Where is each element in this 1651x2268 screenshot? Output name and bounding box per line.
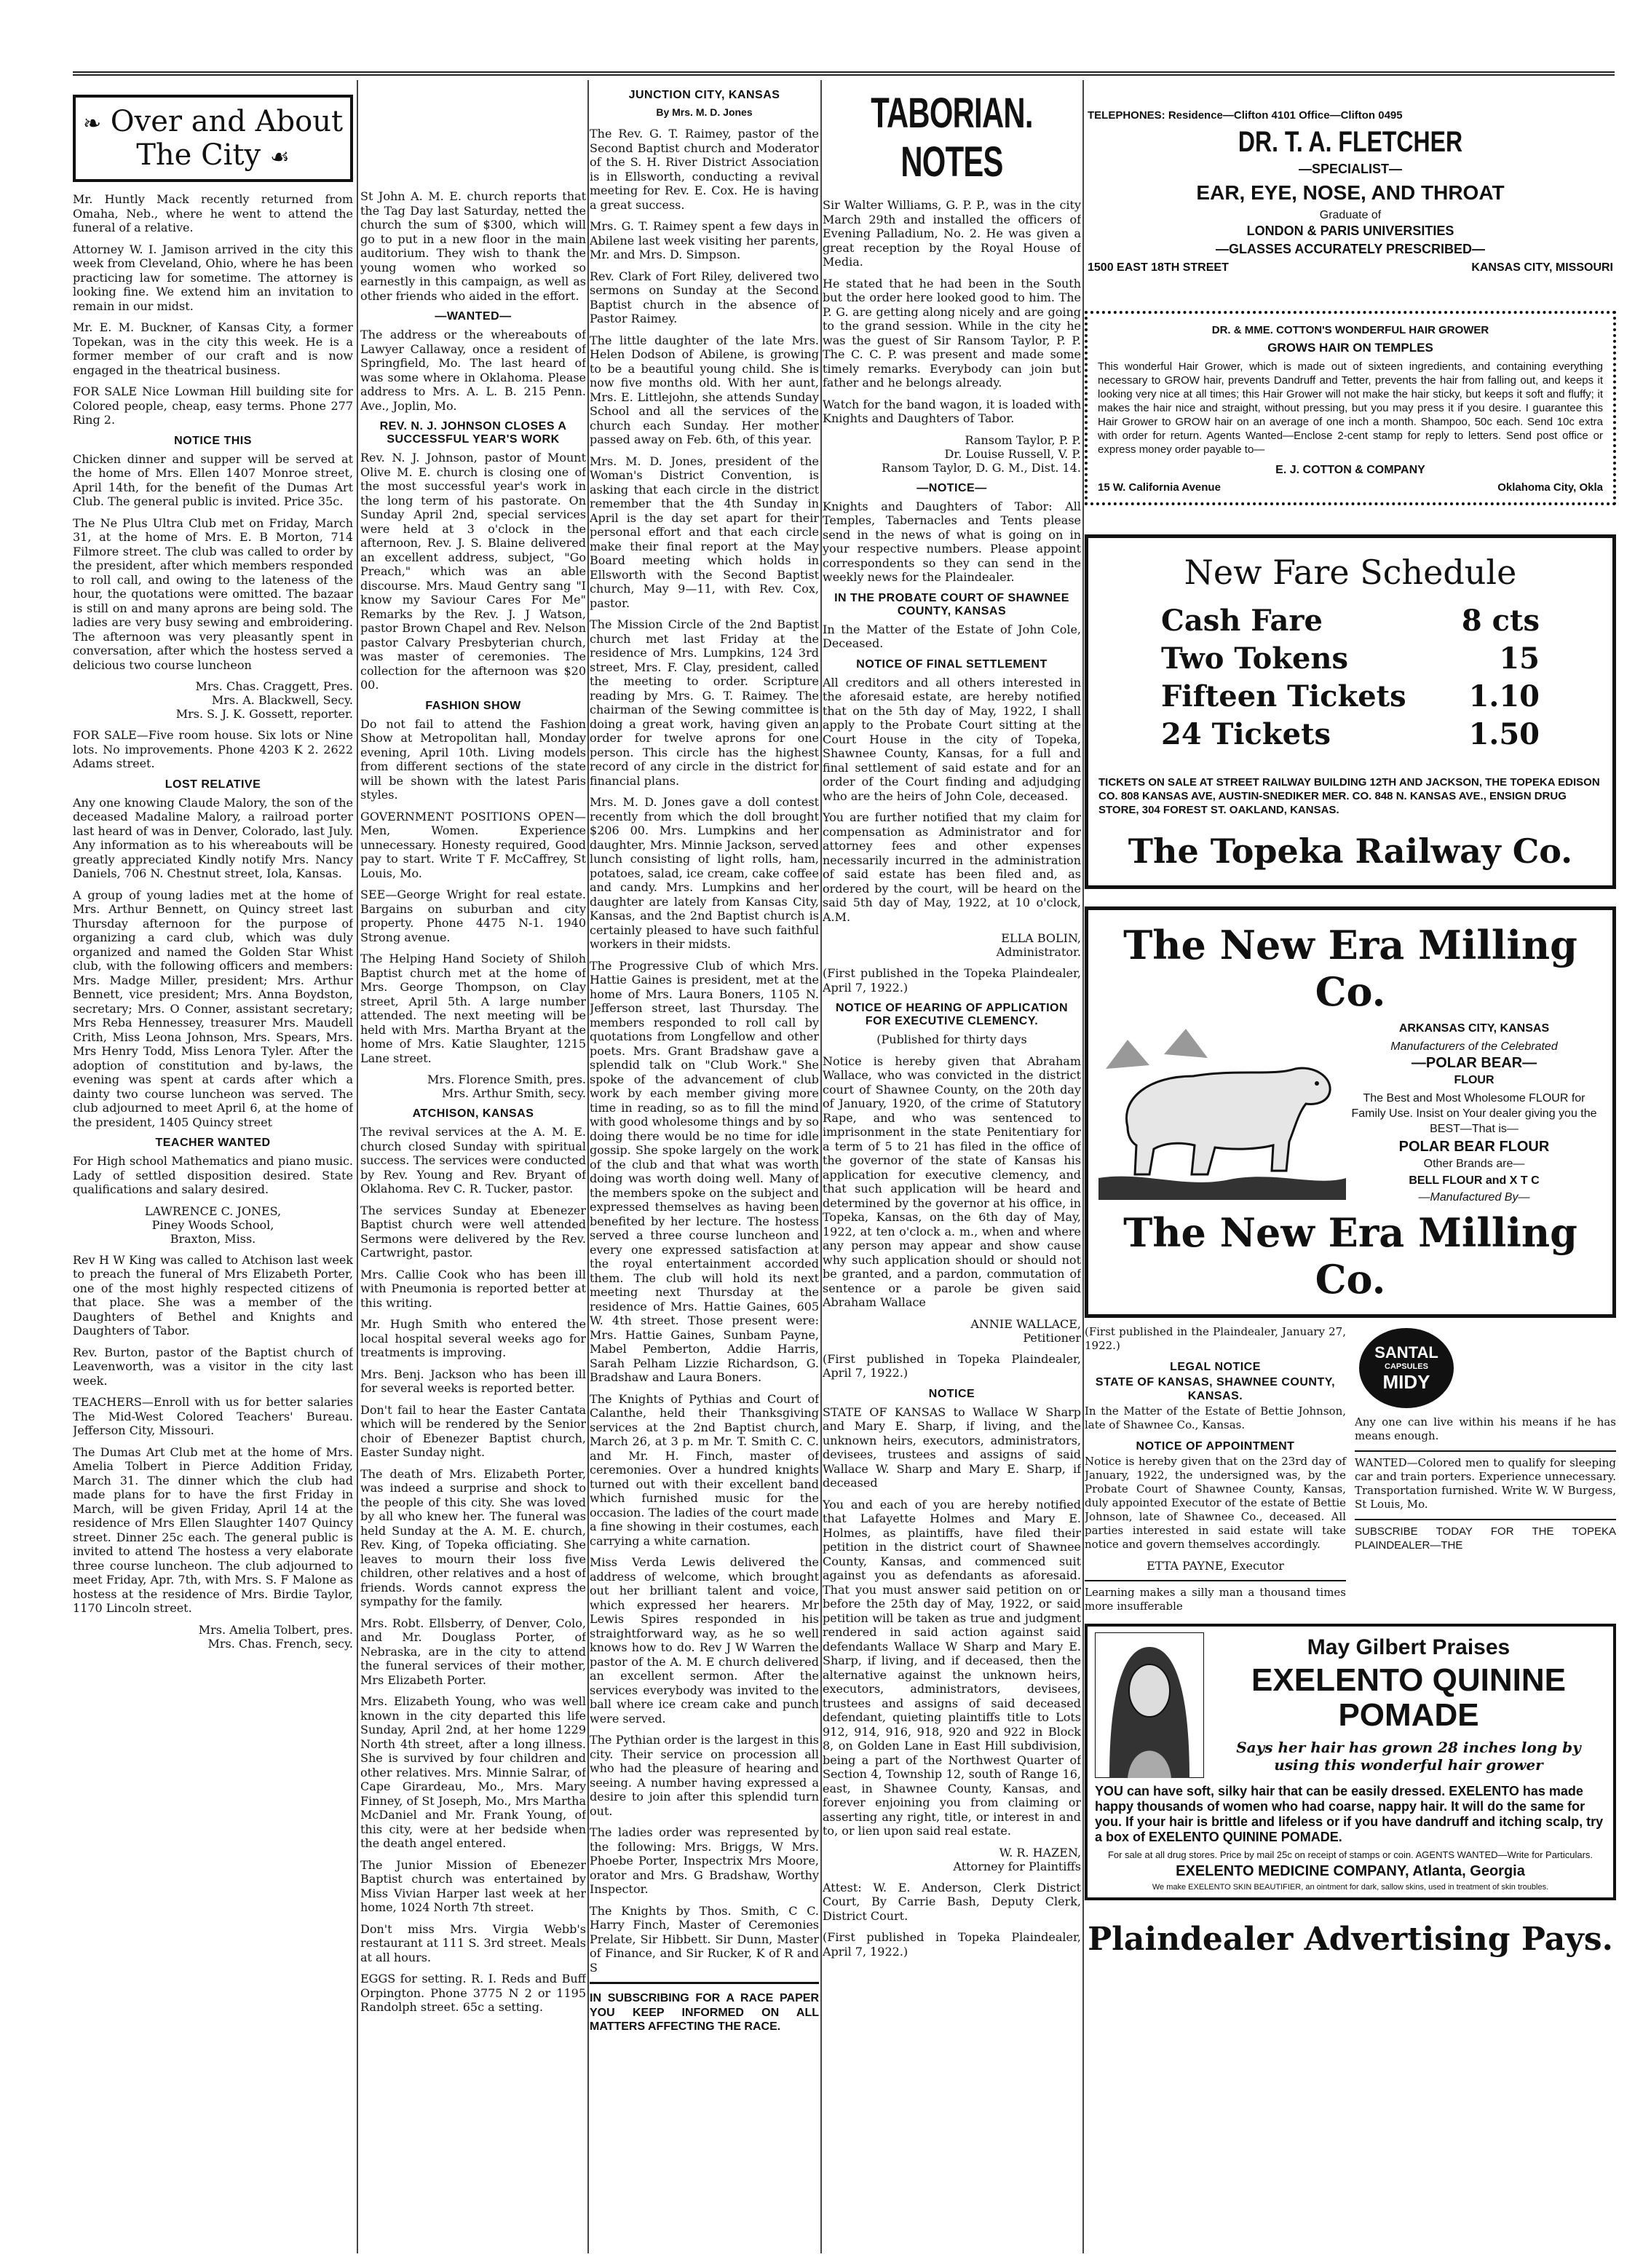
top-rule bbox=[73, 71, 1615, 76]
section-masthead: TABORIAN. NOTES bbox=[871, 90, 1033, 186]
section-heading: LEGAL NOTICE bbox=[1170, 1361, 1261, 1373]
fare-price: 15 bbox=[1499, 641, 1540, 676]
column-divider bbox=[357, 80, 358, 2253]
signature: ELLA BOLIN, Administrator. bbox=[996, 931, 1081, 959]
polar-bear-icon bbox=[1098, 1025, 1346, 1200]
signature: W. R. HAZEN, Attorney for Plaintiffs bbox=[953, 1845, 1081, 1873]
ad-city: KANSAS CITY, MISSOURI bbox=[1471, 261, 1613, 274]
article-paragraph: Attorney W. I. Jamison arrived in the city this week from Cleveland, Ohio, where he has been practicing law for sometime. The attorney is looking fine. We extend him an invitation to remain in our midst. bbox=[73, 242, 353, 313]
ad-line: —GLASSES ACCURATELY PRESCRIBED— bbox=[1215, 242, 1486, 256]
article-paragraph: Don't fail to hear the Easter Cantata which will be rendered by the Senior choir of Ebenezer Baptist church, Easter Sunday night. bbox=[360, 1402, 586, 1459]
ad-company: EXELENTO MEDICINE COMPANY, Atlanta, Georgia bbox=[1176, 1863, 1525, 1879]
section-heading: TEACHER WANTED bbox=[155, 1137, 271, 1149]
section-heading: NOTICE bbox=[928, 1387, 975, 1400]
publication-note: (First published in the Topeka Plaindealer, April 7, 1922.) bbox=[823, 966, 1081, 995]
fare-label: Fifteen Tickets bbox=[1161, 679, 1406, 714]
article-paragraph: The Dumas Art Club met at the home of Mrs. Amelia Tolbert in Pierce Addition Friday, March 31. The dinner which the club had made plans for to have the first Friday in March, will be given Friday, April 14 at the residence of Mrs Ellen Slaughter 1407 Quincy street. Dinner 25c each. The general public is invited to attend The hostess a very elaborate three course luncheon. The club adjourned to meet Friday, Apr. 7th, with Mrs. S. F Malone as hostess at the residence of Mrs. Birdie Taylor, 1170 Lincoln street. bbox=[73, 1445, 353, 1615]
ornament-icon: ☙ bbox=[269, 144, 290, 170]
column-ads bbox=[1085, 80, 1616, 2253]
fare-price: 8 cts bbox=[1461, 604, 1540, 638]
article-paragraph: The Ne Plus Ultra Club met on Friday, March 31, at the home of Mrs. E. B Morton, 714 Filmore street. The club was called to order by the president, after which members responded to roll call, and owing to the lateness of the hour, the quotations were omitted. The bazaar is still on and many aprons are being sold. The ladies are very busy sewing and embroidering. The afternoon was very pleasantly spent in conversation, after which the hostess served a delicious two course luncheon bbox=[73, 515, 353, 672]
article-paragraph: The Pythian order is the largest in this city. Their service on procession all who had the pleasure of hearing and seeing. A number having expressed a desire to join after this splendid turn out. bbox=[590, 1733, 819, 1818]
ad-company: The Topeka Railway Co. bbox=[1128, 831, 1573, 871]
legal-paragraph: You and each of you are hereby notified that Lafayette Holmes and Mary E. Holmes, as plaintiffs, have filed their petition in the district court of Shawnee County, Kansas, and commenced suit against you as defendants as aforesaid. That you must answer said petition on or before the 25th day of May, 1922, or said petition will be taken as true and judgment rendered in said action against said defendants Wallace W Sharp and Mary E. Sharp, if living, and if deceased, then the alternative against the unknown heirs, executors, administrators, devisees, trustees and assigns of said deceased defendant, quieting plaintiffs title to Lots 912, 914, 916, 918, 920 and 922 in Block 8, on Golden Lane in East Hill subdivision, being a part of the Northwest Quarter of Section 4, Township 12, south of Range 16, east, in Shawnee County, Kansas, and forever enjoining you from claiming or asserting any right, title, or interest in and to, or lien upon said real estate. bbox=[823, 1497, 1081, 1838]
article-paragraph: Miss Verda Lewis delivered the address of welcome, which brought out her brilliant talent and voice, which expressed her hearers. Mr Lewis Spires responded in his straightforward way, as he so well knows how to do. Rev J W Warren the pastor of the A. M. E church delivered an excellent sermon. After the services everybody was invited to the ball where ice cream cake and punch were served. bbox=[590, 1555, 819, 1726]
section-heading: IN THE PROBATE COURT OF SHAWNEE COUNTY, KANSAS bbox=[834, 591, 1069, 617]
ad-street: 1500 EAST 18TH STREET bbox=[1088, 261, 1229, 274]
column-divider bbox=[1082, 80, 1084, 2253]
ad-line: ARKANSAS CITY, KANSAS bbox=[1398, 1022, 1550, 1035]
fare-label: 24 Tickets bbox=[1161, 717, 1331, 751]
article-paragraph: The Progressive Club of which Mrs. Hattie Gaines is president, met at the home of Mrs. Laura Boners, 1105 N. Jefferson street, last Thursday. The members responded to roll call by quotations from Longfellow and other poets. Mrs. Grant Bradshaw gave a splendid talk on "Club Work." She spoke of the advancement of club work by each member giving more time in reading, so as to fill the mind with good wholesome things and by so doing there would be no time for idle gossip. She spoke largely on the work of the club and that what was worth doing was worth doing well. Many of the members spoke on the subject and expressed themselves as having been benefited by her lecture. The hostess served a three course luncheon and every one expressed satisfaction at the royal entertainment accorded them. The club will hold its next meeting next Thursday at the residence of Mrs. Hattie Gaines, 605 W. 4th street. Those present were: Mrs. Hattie Gaines, Sunbam Payne, Mabel Pemberton, Addie Harris, Sarah Pelham Lizzie Richardson, G. Bradshaw and Laura Boners. bbox=[590, 958, 819, 1384]
article-paragraph: Do not fail to attend the Fashion Show at Metropolitan hall, Monday evening, April 10th. Living models from different sections of the state will be shown with the latest Paris styles. bbox=[360, 716, 586, 802]
signature: Mrs. Florence Smith, pres. Mrs. Arthur Smith, secy. bbox=[427, 1072, 586, 1100]
article-paragraph: A group of young ladies met at the home of Mrs. Arthur Bennett, on Quincy street last Thursday afternoon for the purpose of organizing a card club, which was duly organized and named the Golden Star Whist club, with the following officers and members: Mrs. Madge Miller, president; Mrs. Arthur Bennett, vice president; Mrs. Anna Boydston, secretary; Mrs. O Conner, assistant secretary; Mrs Reba Hennessey, treasurer Mrs. Maudell Crith, Miss Leona Johnson, Mrs. Spears, Mrs. Mrs Henry Todd, Miss Lenora Tyler. After the adoption of constitution and by-laws, the evening was spent at cards after which a dainty two course luncheon was served. The club adjourned to meet April 6, at the home of the president, 1405 Quincy street bbox=[73, 888, 353, 1129]
legal-paragraph: In the Matter of the Estate of Bettie Johnson, late of Shawnee Co., Kansas. bbox=[1085, 1404, 1346, 1431]
article-paragraph: The Helping Hand Society of Shiloh Baptist church met at the home of Mrs. George Thompson, on Clay street, April 5th. A large number attended. The next meeting will be held with Mrs. Martha Bryant at the home of Mrs. Katie Slaughter, 1215 Lane street. bbox=[360, 952, 586, 1065]
signature: Ransom Taylor, P. P. Dr. Louise Russell, V. P. Ransom Taylor, D. G. M., Dist. 14. bbox=[882, 432, 1081, 475]
section-heading: —NOTICE— bbox=[916, 481, 987, 494]
classified-ad: FOR SALE Nice Lowman Hill building site for Colored people, cheap, easy terms. Phone 277 Ring 2. bbox=[73, 384, 353, 427]
signature: ETTA PAYNE, Executor bbox=[1147, 1559, 1284, 1573]
article-paragraph: Rev H W King was called to Atchison last week to preach the funeral of Mrs Elizabeth Porter, one of the most highly respected citizens of that place. She was a member of the Daughters of Bethel and Knights and Daughters of Tabor. bbox=[73, 1252, 353, 1338]
article-paragraph: Don't miss Mrs. Virgia Webb's restaurant at 111 S. 3rd street. Meals at all hours. bbox=[360, 1921, 586, 1964]
article-paragraph: Any one knowing Claude Malory, the son of the deceased Madaline Malory, a railroad porter last heard of was in Denver, Colorado, last July. Any information as to his whereabouts will be greatly appreciated Kindly notify Mrs. Nancy Daniels, 706 N. Chestnut street, Iola, Kansas. bbox=[73, 795, 353, 880]
legal-paragraph: STATE OF KANSAS to Wallace W Sharp and Mary E. Sharp, if living, and the unknown heirs, executors, administrators, devisees, trustees and assigns of said Wallace W. Sharp and Mary E. Sharp, if deceased bbox=[823, 1404, 1081, 1490]
santal-brand: SANTAL bbox=[1374, 1343, 1438, 1362]
ad-title: The New Era Milling Co. bbox=[1123, 922, 1577, 1015]
santal-column bbox=[1355, 1325, 1616, 1621]
ad-line: POLAR BEAR FLOUR bbox=[1398, 1139, 1550, 1155]
ad-title: DR. & MME. COTTON'S WONDERFUL HAIR GROWER bbox=[1211, 324, 1489, 336]
signature: Mrs. Amelia Tolbert, pres. Mrs. Chas. French, secy. bbox=[198, 1622, 353, 1651]
article-paragraph: The address or the whereabouts of Lawyer Callaway, once a resident of Springfield, Mo. The last heard of was some where in Oklahoma. Please address to Mrs. A. L. B. 215 Penn. Ave., Joplin, Mo. bbox=[360, 328, 586, 413]
legal-paragraph: Attest: W. E. Anderson, Clerk District Court, By Carrie Bash, Deputy Clerk, District Court. bbox=[823, 1880, 1081, 1923]
section-masthead bbox=[73, 95, 353, 182]
column-4 bbox=[823, 80, 1081, 2253]
section-heading: NOTICE OF APPOINTMENT bbox=[1136, 1440, 1295, 1453]
ad-line: We make EXELENTO SKIN BEAUTIFIER, an ointment for dark, sallow skins, used in treatment of skin troubles. bbox=[1152, 1883, 1549, 1892]
section-heading: —WANTED— bbox=[435, 310, 512, 323]
fletcher-ad bbox=[1085, 80, 1616, 282]
legal-paragraph: All creditors and all others interested in the aforesaid estate, are hereby notified that on the 5th day of May, 1922, I shall apply to the Probate Court sitting at the Court House in the city of Topeka, Shawnee County, Kansas, for a full and final settlement of said estate and for an order of the Court finding and adjudging who are the heirs of John Cole, deceased. bbox=[823, 675, 1081, 803]
article-paragraph: Mrs. M. D. Jones, president of the Woman's District Convention, is asking that each circle in the district remember that the 4th Sunday in April is the day set apart for their personal effort and that each circle make their final report at the May Board meeting which holds in Ellsworth with the Second Baptist church, May 9—11, with Rev. Cox, pastor. bbox=[590, 454, 819, 610]
article-paragraph: Mrs. Elizabeth Young, who was well known in the city departed this life Sunday, April 2nd, at her home 1229 North 4th street, after a long illness. She is survived by four children and other relatives. Mrs. Minnie Salrar, of Cape Girardeau, Mo., Mrs. Mary Finney, of St Joseph, Mo., Mrs Martha McDaniel and Mr. Frank Young, of this city, were at her bedside when the death angel entered. bbox=[360, 1694, 586, 1850]
ad-body: This wonderful Hair Grower, which is made out of sixteen ingredients, and containing everything necessary to GROW hair, prevents Dandruff and Tetter, prevents the hair from falling out, and keeps it looking very nice at all times; this Hair Grower will not make the hair sticky, but keeps it soft and fluffy; it makes the hair nice and straight, without pressing, but you may press it if you desire. I guarantee this Hair Grower to GROW hair on an average of one inch a month. Shampoo, 50c each. Send 10c extra with order for return. Agents Wanted—Enclose 2-cent stamp for reply to letters. Send post office or express money order payable to— bbox=[1098, 360, 1603, 456]
article-paragraph: Watch for the band wagon, it is loaded with Knights and Daughters of Tabor. bbox=[823, 397, 1081, 425]
ad-body: The Best and Most Wholesome FLOUR for Family Use. Insist on Your dealer giving you the BEST—That is— bbox=[1351, 1092, 1597, 1135]
ad-title: May Gilbert Praises bbox=[1307, 1635, 1511, 1659]
article-paragraph: He stated that he had been in the South but the order here looked good to him. The P. G. are getting along nicely and are going to the grand session. While in the city he was the guest of Sir Ransom Taylor, P. P. The C. C. P. was present and made some timely remarks. Everybody can join but father and he belongs already. bbox=[823, 276, 1081, 390]
fare-row bbox=[1161, 640, 1540, 678]
ad-line: For sale at all drug stores. Price by mail 25c on receipt of stamps or coin. AGENTS WANTED—Write for Particulars. bbox=[1107, 1849, 1593, 1860]
article-paragraph: The revival services at the A. M. E. church closed Sunday with spiritual success. The services were conducted by Rev. Young and Rev. Bryant of Oklahoma. Rev C. R. Tucker, pastor. bbox=[360, 1125, 586, 1196]
article-paragraph: Mrs. Callie Cook who has been ill with Pneumonia is reported better at this writing. bbox=[360, 1267, 586, 1310]
ad-body: YOU can have soft, silky hair that can be easily dressed. EXELENTO has made happy thousands of women who had coarse, nappy hair. It will do the same for you. If your hair is brittle and lifeless or if you have dandruff and itching scalp, try a box of EXELENTO QUININE POMADE. bbox=[1095, 1784, 1604, 1844]
column-divider bbox=[820, 80, 822, 2253]
article-paragraph: The ladies order was represented by the following: Mrs. Briggs, W Mrs. Phoebe Porter, Inspectrix Mrs Moore, orator and Mrs. G Bradshaw, Worthy Inspector. bbox=[590, 1825, 819, 1896]
ad-line: —Manufactured By— bbox=[1418, 1191, 1530, 1204]
article-paragraph: The Knights by Thos. Smith, C C. Harry Finch, Master of Ceremonies Prelate, Sir Hibbett. Sir Dunn, Master of Finance, and Sir Rucker, K of R and S bbox=[590, 1903, 819, 1975]
fare-row bbox=[1161, 678, 1540, 716]
section-heading: NOTICE OF FINAL SETTLEMENT bbox=[856, 657, 1048, 671]
section-heading: FASHION SHOW bbox=[425, 699, 521, 712]
article-paragraph: The little daughter of the late Mrs. Helen Dodson of Abilene, is growing to be a beautiful young child. She is now five months old. With her aunt, Mrs. E. Littlejohn, she attends Sunday School and all the services of the church each Sunday. Her mother passed away on Feb. 6th, of this year. bbox=[590, 333, 819, 446]
subscribe-notice: IN SUBSCRIBING FOR A RACE PAPER YOU KEEP INFORMED ON ALL MATTERS AFFECTING THE RACE. bbox=[590, 1982, 819, 2034]
signature: ANNIE WALLACE, Petitioner bbox=[970, 1316, 1081, 1345]
classified-ad: FOR SALE—Five room house. Six lots or Nine lots. No improvements. Phone 4203 K 2. 2622 Adams street. bbox=[73, 728, 353, 770]
article-paragraph: The Mission Circle of the 2nd Baptist church met last Friday at the residence of Mrs. Lumpkins, 124 3rd street, Mrs. F. Clay, president, called the meeting to order. Scripture reading by Mrs. G. T. Raimey. The chairman of the Sewing committee is doing a great work, having given an order for twelve aprons for one person. This circle has the highest record of any circle in the district for financial plans. bbox=[590, 617, 819, 788]
ad-line: Other Brands are— bbox=[1423, 1158, 1525, 1170]
fare-price: 1.50 bbox=[1468, 717, 1540, 751]
ad-product-name: POMADE bbox=[1338, 1697, 1479, 1733]
column-2 bbox=[360, 80, 586, 2253]
signature: LAWRENCE C. JONES, Piney Woods School, Braxton, Miss. bbox=[144, 1204, 282, 1246]
article-paragraph: Rev. N. J. Johnson, pastor of Mount Olive M. E. church is closing one of the most successful year's work in the long term of his pastorate. On Sunday April 2nd, special services were held at 3 o'clock in the afternoon, Rev. J. S. Blaine delivered an excellent address, subject, "Go Preach," which was an able discourse. Mrs. Maud Gentry sang "I know my Saviour Cares For Me" Remarks by the Rev. J. J Watson, pastor Brown Chapel and Rev. Nelson pastor Calvary Presbyterian church, was master of ceremonies. The collection for the afternoon was $20 00. bbox=[360, 451, 586, 692]
ad-line: BELL FLOUR and X T C bbox=[1409, 1174, 1540, 1187]
article-paragraph: Rev. Burton, pastor of the Baptist church of Leavenworth, was a visitor in the city last week. bbox=[73, 1345, 353, 1388]
santal-caps: CAPSULES bbox=[1385, 1362, 1428, 1371]
article-paragraph: The death of Mrs. Elizabeth Porter, was indeed a surprise and shock to the people of this city. She was loved by all who knew her. The funeral was held Sunday at the A. M. E. church, Rev. King, of Topeka officiating. She leaves to mourn their loss five children, other relatives and a host of friends. Words cannot express the sympathy for the family. bbox=[360, 1466, 586, 1608]
article-paragraph: Knights and Daughters of Tabor: All Temples, Tabernacles and Tents please send in the news of what is going on in your respective numbers. Please appoint correspondents so they can send in the weekly news for the Plaindealer. bbox=[823, 499, 1081, 584]
fare-label: Two Tokens bbox=[1161, 641, 1349, 676]
fare-label: Cash Fare bbox=[1161, 604, 1323, 638]
portrait-icon bbox=[1095, 1632, 1204, 1778]
column-3 bbox=[590, 80, 819, 2253]
article-paragraph: Chicken dinner and supper will be served at the home of Mrs. Ellen 1407 Monroe street, April 14th, for the benefit of the Dumas Art Club. The general public is invited. Price 35c. bbox=[73, 451, 353, 508]
section-heading: NOTICE THIS bbox=[174, 434, 252, 447]
publication-note: (Published for thirty days bbox=[876, 1032, 1027, 1046]
subscribe-notice: SUBSCRIBE TODAY FOR THE TOPEKA PLAINDEALER—THE bbox=[1355, 1519, 1616, 1552]
ad-line: —SPECIALIST— bbox=[1298, 162, 1402, 176]
ad-line: Manufacturers of the Celebrated bbox=[1390, 1040, 1558, 1053]
column-1 bbox=[73, 80, 353, 2253]
signature: Mrs. Chas. Craggett, Pres. Mrs. A. Blackwell, Secy. Mrs. S. J. K. Gossett, reporter. bbox=[175, 679, 353, 721]
milling-ad bbox=[1085, 906, 1616, 1318]
ad-subtitle: GROWS HAIR ON TEMPLES bbox=[1267, 341, 1433, 355]
plaindealer-slogan: Plaindealer Advertising Pays. bbox=[1088, 1921, 1613, 1958]
ad-city: Oklahoma City, Okla bbox=[1497, 481, 1603, 494]
ad-line: LONDON & PARIS UNIVERSITIES bbox=[1246, 224, 1454, 238]
publication-note: (First published in Topeka Plaindealer, April 7, 1922.) bbox=[823, 1351, 1081, 1380]
classified-ad: WANTED—Colored men to qualify for sleeping car and train porters. Experience unnecessary. Transportation furnished. Write W. W Burgess, St Louis, Mo. bbox=[1355, 1450, 1616, 1512]
article-paragraph: For High school Mathematics and piano music. Lady of settled disposition desired. State qualifications and salary desired. bbox=[73, 1154, 353, 1196]
article-paragraph: In the Matter of the Estate of John Cole, Deceased. bbox=[823, 622, 1081, 650]
article-paragraph: Mrs. Robt. Ellsberry, of Denver, Colo, and Mr. Douglass Porter, of Nebraska, are in the city to attend the funeral services of their mother, Mrs Elizabeth Porter. bbox=[360, 1616, 586, 1687]
article-paragraph: Sir Walter Williams, G. P. P., was in the city March 29th and installed the officers of Evening Palladium, No. 2. He was given a great reception by the Royal House of Media. bbox=[823, 198, 1081, 269]
section-heading: ATCHISON, KANSAS bbox=[412, 1107, 534, 1120]
ornament-icon: ❧ bbox=[82, 111, 102, 137]
article-paragraph: The Junior Mission of Ebenezer Baptist church was entertained by Miss Vivian Harper last week at her home, 1024 North 7th street. bbox=[360, 1857, 586, 1914]
section-heading: LOST RELATIVE bbox=[165, 778, 261, 791]
classified-ad: EGGS for setting. R. I. Reds and Buff Orpington. Phone 3775 N 2 or 1195 Randolph street. 65c a setting. bbox=[360, 1972, 586, 2014]
classified-ad: SEE—George Wright for real estate. Bargains on suburban and city property. Phone 4475 N-1. 1940 Strong avenue. bbox=[360, 888, 586, 944]
ad-line: Graduate of bbox=[1319, 209, 1382, 221]
article-paragraph: St John A. M. E. church reports that the Tag Day last Saturday, netted the church the sum of $300, which will go to put in a new floor in the main auditorium. They wish to thank the young women who worked so earnestly in this campaign, as well as other friends who aided in the effort. bbox=[360, 189, 586, 303]
ad-quote: Says her hair has grown 28 inches long by using this wonderful hair grower bbox=[1236, 1739, 1581, 1774]
publication-note: (First published in Topeka Plaindealer, April 7, 1922.) bbox=[823, 1930, 1081, 1959]
fare-price: 1.10 bbox=[1468, 679, 1540, 714]
ad-product-name: EXELENTO QUININE bbox=[1251, 1662, 1566, 1698]
fare-row bbox=[1161, 716, 1540, 754]
ad-line: FLOUR bbox=[1454, 1074, 1494, 1086]
cotton-hair-ad bbox=[1085, 311, 1616, 505]
legal-notice bbox=[1085, 1325, 1346, 1621]
legal-paragraph: Notice is hereby given that Abraham Wallace, who was convicted in the district court of Shawnee County, on the 20th day of January, 1920, of the crime of Statutory Rape, and who was sentenced to imprisonment in the state Penitentiary for a term of 5 to 21 has filed in the office of the governor of the state of Kansas his application for executive clemency, and that such application will be heard and determined by the governor at his office, in Topeka, Kansas, on the 6th day of May, 1922, at ten o'clock a. m., when and where any person may appear and show cause why such application should or should not be granted, and a pardon, commutation of sentence or a parole be given said Abraham Wallace bbox=[823, 1054, 1081, 1309]
santal-midy: MIDY bbox=[1382, 1370, 1430, 1393]
ad-title: New Fare Schedule bbox=[1184, 553, 1517, 592]
article-paragraph: Mr. E. M. Buckner, of Kansas City, a former Topekan, was in the city this week. He is a former member of our craft and is now engaged in the theatrical business. bbox=[73, 320, 353, 377]
ad-company: E. J. COTTON & COMPANY bbox=[1275, 464, 1425, 476]
section-heading: STATE OF KANSAS, SHAWNEE COUNTY, KANSAS. bbox=[1095, 1376, 1336, 1402]
article-paragraph: The Rev. G. T. Raimey, pastor of the Second Baptist church and Moderator of the S. H. River District Association is in Ellsworth, conducting a revival meeting for Rev. E. Cox. He is having a great success. bbox=[590, 127, 819, 212]
fare-row bbox=[1161, 602, 1540, 640]
article-paragraph: Mr. Huntly Mack recently returned from Omaha, Neb., where he went to attend the funeral of a relative. bbox=[73, 192, 353, 234]
column-divider bbox=[587, 80, 589, 2253]
classified-ad: TEACHERS—Enroll with us for better salaries The Mid-West Colored Teachers' Bureau. Jefferson City, Missouri. bbox=[73, 1395, 353, 1437]
masthead-title: Over and About The City bbox=[110, 105, 344, 172]
byline: By Mrs. M. D. Jones bbox=[656, 106, 753, 118]
ad-body: TICKETS ON SALE AT STREET RAILWAY BUILDING 12TH AND JACKSON, THE TOPEKA EDISON CO. 808 KANSAS AVE, AUSTIN-SNEDIKER MER. CO. 848 N. KANSAS AVE., ENSIGN DRUG STORE, 304 FOREST ST. OAKLAND, KANSAS. bbox=[1098, 776, 1600, 816]
ad-doctor-name: DR. T. A. FLETCHER bbox=[1238, 126, 1463, 158]
santal-capsule-icon bbox=[1359, 1328, 1454, 1408]
article-paragraph: The services Sunday at Ebenezer Baptist church were well attended Sermons were delivered by the Rev. Cartwright, pastor. bbox=[360, 1203, 586, 1260]
section-heading: REV. N. J. JOHNSON CLOSES A SUCCESSFUL YEAR'S WORK bbox=[379, 420, 567, 446]
ad-address: 15 W. California Avenue bbox=[1098, 481, 1221, 494]
ad-phones: TELEPHONES: Residence—Clifton 4101 Office—Clifton 0495 bbox=[1088, 109, 1403, 122]
section-heading: NOTICE OF HEARING OF APPLICATION FOR EXECUTIVE CLEMENCY. bbox=[835, 1002, 1069, 1027]
article-paragraph: Mrs. M. D. Jones gave a doll contest recently from which the doll brought $206 00. Mrs. Lumpkins and her daughter, Mrs. Minnie Jackson, served lunch consisting of light rolls, ham, potatoes, salad, ice cream, cake coffee and candy. Mrs. Lumpkins and her daughter are lately from Kansas City, Kansas, and the 2nd Baptist church is certainly pleased to have such faithful workers in their midsts. bbox=[590, 795, 819, 951]
article-paragraph: Mr. Hugh Smith who entered the local hospital several weeks ago for treatments is improving. bbox=[360, 1317, 586, 1359]
filler-quote: Learning makes a silly man a thousand times more insufferable bbox=[1085, 1580, 1346, 1613]
legal-paragraph: Notice is hereby given that on the 23rd day of January, 1922, the undersigned was, by the Probate Court of Shawnee County, Kansas, duly appointed Executor of the estate of Bettie Johnson, late of Shawnee Co., deceased. All parties interested in said estate will take notice and govern themselves accordingly. bbox=[1085, 1455, 1346, 1551]
ad-line: EAR, EYE, NOSE, AND THROAT bbox=[1196, 181, 1505, 204]
article-paragraph: Mrs. G. T. Raimey spent a few days in Abilene last week visiting her parents, Mr. and Mrs. D. Simpson. bbox=[590, 219, 819, 261]
ad-line: —POLAR BEAR— bbox=[1411, 1055, 1537, 1071]
article-paragraph: Rev. Clark of Fort Riley, delivered two sermons on Sunday at the Second Baptist church in the absence of Pastor Raimey. bbox=[590, 269, 819, 325]
classified-ad: GOVERNMENT POSITIONS OPEN—Men, Women. Experience unnecessary. Honesty required, Good pay to start. Write T F. McCaffrey, St Louis, Mo. bbox=[360, 809, 586, 880]
fare-schedule-ad bbox=[1085, 534, 1616, 889]
article-paragraph: The Knights of Pythias and Court of Calanthe, held their Thanksgiving services at the 2nd Baptist church, March 26, at 3 p. m Mr. T. Smith C. C. and Mr. H. Finch, master of ceremonies. Over a hundred knights turned out with their excellent band which furnished music for the occasion. The ladies of the court made a fine showing in their costumes, each carrying a white carnation. bbox=[590, 1391, 819, 1548]
legal-paragraph: You are further notified that my claim for compensation as Administrator and for attorney fees and other expenses necessarily incurred in the administration of said estate has been filed and, as ordered by the court, will be heard on the said 5th day of May, 1922, at 10 o'clock, A.M. bbox=[823, 810, 1081, 924]
section-heading: JUNCTION CITY, KANSAS bbox=[628, 89, 780, 101]
filler-quote: Any one can live within his means if he has means enough. bbox=[1355, 1415, 1616, 1442]
publication-note: (First published in the Plaindealer, January 27, 1922.) bbox=[1085, 1325, 1346, 1352]
exelento-ad bbox=[1085, 1624, 1616, 1900]
article-paragraph: Mrs. Benj. Jackson who has been ill for several weeks is reported better. bbox=[360, 1367, 586, 1395]
ad-title: The New Era Milling Co. bbox=[1123, 1209, 1577, 1303]
